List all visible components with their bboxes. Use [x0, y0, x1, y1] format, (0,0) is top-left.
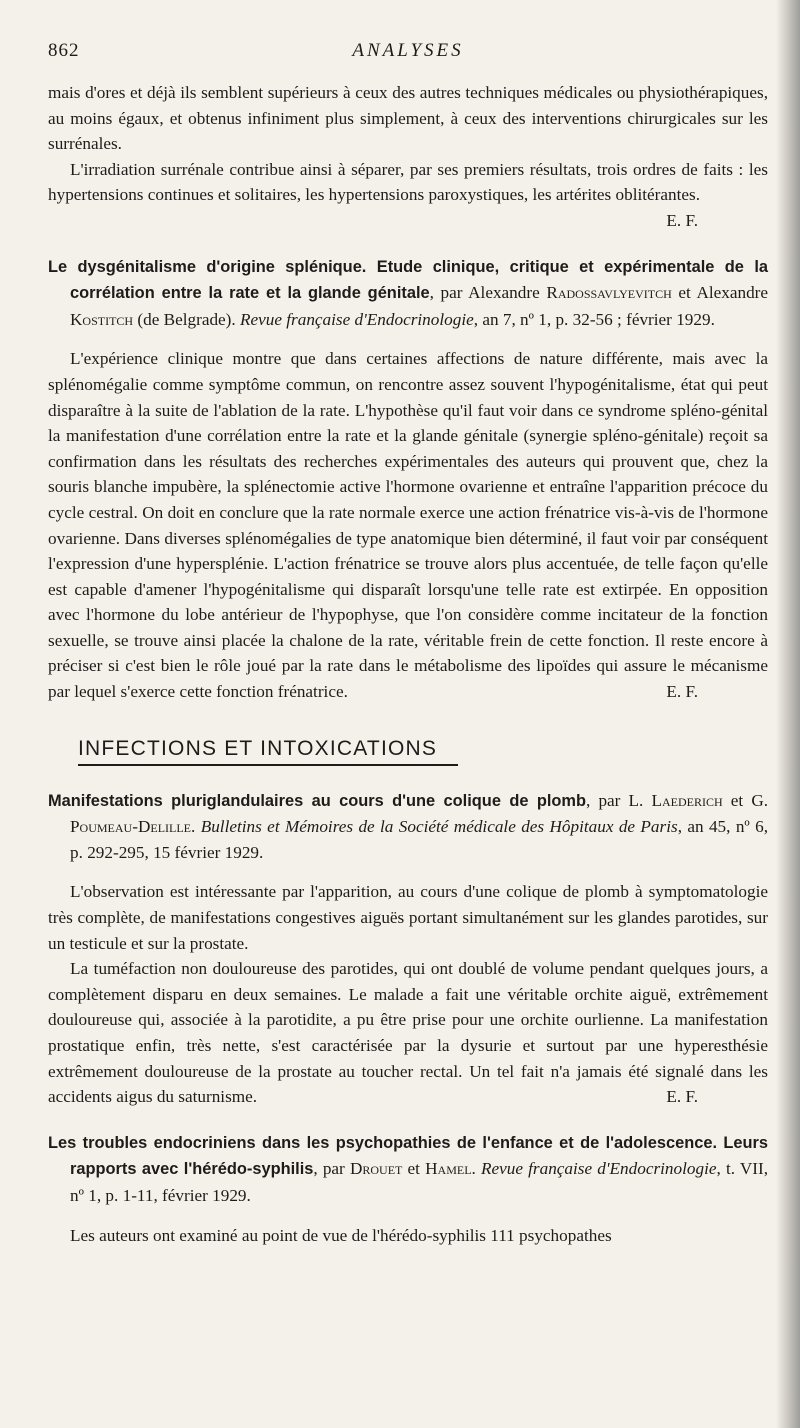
- article-2-paragraph-2: [48, 956, 768, 1110]
- article-2-title: Manifestations pluriglandulaires au cours d'une colique de plomb: [48, 791, 587, 810]
- page-header: [48, 40, 768, 80]
- article-1-heading: [48, 254, 768, 333]
- article-1-ref: , an 7, nº 1, p. 32-56 ; février 1929.: [473, 309, 715, 329]
- section-heading: INFECTIONS ET INTOXICATIONS: [78, 737, 458, 766]
- page-edge-shadow: [776, 0, 800, 1428]
- article-3-title: Les troubles endocriniens dans les psychopathies de l'enfance et de l'adolescence. Leurs rapports avec l'hérédo-syphilis: [48, 1133, 768, 1179]
- article-2-paragraph-2-text: La tuméfaction non douloureuse des parotides, qui ont doublé de volume pendant quelques jours, a complètement disparu en deux semaines. Le malade a fait une véritable orchite aiguë, extrêmement douloureuse qui, associée à la parotidite, a pu être prise pour une orchite ourlienne. La manifestation prostatique enfin, très nette, s'est caractérisée par la dysurie et surtout par une hyperesthésie extrêmement douloureuse de la prostate au toucher rectal. Un tel fait n'a jamais été signalé dans les accidents aigus du saturnisme.: [48, 959, 768, 1107]
- article-2-author-1: Laederich: [651, 790, 723, 810]
- article-1-journal: Revue française d'Endocrinologie: [240, 309, 474, 329]
- article-3-and: et: [407, 1159, 420, 1179]
- intro-paragraph-1: mais d'ores et déjà ils semblent supérieurs à ceux des autres techniques médicales ou physiothérapiques, au moins égaux, et obtenus infiniment plus simplement, à ceux des interventions chirurgicales sur les surrénales.: [48, 83, 768, 154]
- article-1-by: , par Alexandre: [429, 283, 540, 303]
- article-2-author-2: Poumeau-Delille.: [70, 817, 196, 837]
- article-1-body-text: L'expérience clinique montre que dans certaines affections de nature différente, mais avec la splénomégalie comme symptôme commun, on rencontre assez souvent l'hypogénitalisme, état qui peut disparaître à la suite de l'ablation de la rate. L'hypothèse qu'il faut voir dans ce syndrome spléno-génital la manifestation d'une corrélation entre la rate et la glande génitale (synergie spléno-génitale) reçoit sa confirmation dans les résultats des recherches expérimentales des auteurs qui prouvent que, chez la souris blanche impubère, la splénectomie active l'hormone ovarienne et entraîne l'apparition précoce du cycle cestral. On doit en conclure que la rate normale exerce une action frénatrice vis-à-vis de l'hormone ovarienne. Dans diverses splénomégalies de type anatomique bien déterminé, il faut voir par conséquent l'expression d'une hypersplénie. L'action frénatrice se trouve alors plus accentuée, de telle façon qu'elle est capable d'amener l'hypogénitalisme qui disparaît lorsqu'une telle rate est extirpée. En opposition avec l'hormone du lobe antérieur de l'hypophyse, que l'on considère comme incitateur de la fonction sexuelle, se trouve ainsi placée la chalone de la rate, véritable frein de cette fonction. Il reste encore à préciser si c'est bien le rôle joué par la rate dans le métabolisme des lipoïdes qui assure le mécanisme par lequel s'exerce cette fonction frénatrice.: [48, 349, 768, 702]
- article-3-paragraph-1: Les auteurs ont examiné au point de vue de l'hérédo-syphilis 111 psychopathes: [70, 1225, 612, 1245]
- article-1-place: (de Belgrade).: [137, 309, 236, 329]
- article-1-author-2: Kostitch: [70, 309, 134, 329]
- article-2-ref: , an 45, nº 6, p. 292-295, 15 février 1929.: [70, 817, 769, 862]
- article-3-journal: Revue française d'Endocrinologie: [481, 1159, 717, 1179]
- article-1-author-1: Radossavlyevitch: [546, 283, 672, 303]
- article-1-title: Le dysgénitalisme d'origine splénique. Etude clinique, critique et expérimentale de la corrélation entre la rate et la glande génitale: [48, 257, 768, 303]
- article-2-journal: Bulletins et Mémoires de la Société médicale des Hôpitaux de Paris: [200, 817, 678, 837]
- page: [48, 40, 768, 1248]
- intro-paragraph-2-text: L'irradiation surrénale contribue ainsi à séparer, par ses premiers résultats, trois ordres de faits : les hypertensions continues et solitaires, les hypertensions paroxystiques, les artérites oblitérantes.: [48, 159, 768, 205]
- article-2-paragraph-1: L'observation est intéressante par l'apparition, au cours d'une colique de plomb à symptomatologie très complète, de manifestations congestives aiguës portant simultanément sur les glandes parotides, sur un testicule et sur la prostate.: [48, 882, 768, 953]
- intro-signature: E. F.: [666, 210, 698, 230]
- article-2-heading: [48, 788, 768, 866]
- article-1-and: et Alexandre: [678, 283, 769, 303]
- article-2-by: , par L.: [586, 790, 644, 810]
- running-title: ANALYSES: [352, 40, 464, 61]
- article-2-and: et G.: [730, 790, 769, 810]
- page-number: 862: [48, 40, 80, 61]
- article-3-author-2: Hamel.: [425, 1159, 476, 1179]
- article-3-by: , par: [313, 1159, 345, 1179]
- article-1-signature: E. F.: [666, 682, 698, 702]
- article-2-signature: E. F.: [666, 1087, 698, 1107]
- intro-paragraph-2: [48, 157, 768, 234]
- article-3-author-1: Drouet: [349, 1159, 403, 1179]
- article-3-ref: , t. VII, nº 1, p. 1-11, février 1929.: [70, 1159, 769, 1205]
- article-1-body: [48, 346, 768, 704]
- article-3-heading: [48, 1130, 768, 1209]
